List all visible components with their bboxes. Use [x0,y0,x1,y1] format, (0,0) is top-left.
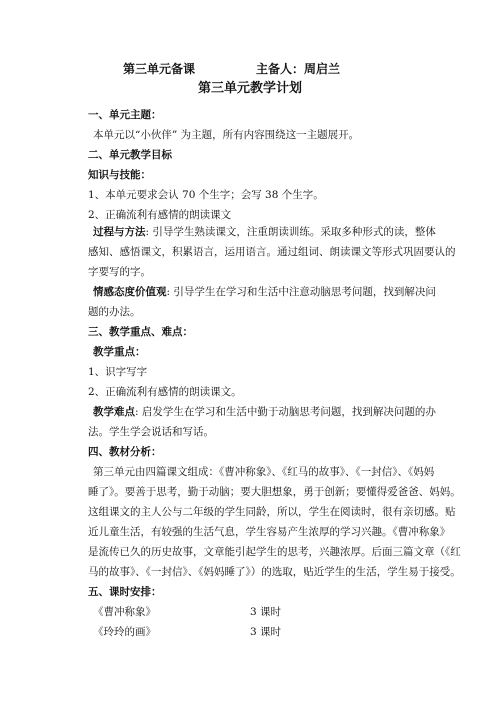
difficulty-line-2: 法。学生学会说话和写话。 [88,426,214,438]
attitude-paragraph-line [93,285,436,299]
attitude-line-2: 题的办法。 [88,306,141,318]
method-label: 过程与方法 [93,226,146,238]
section-heading-goals: 二、单元教学目标 [88,149,172,161]
method-line-3: 字要写的字。 [88,266,151,278]
key-item-2: 2、正确流利有感情的朗读课文。 [88,386,242,398]
section-heading-theme: 一、单元主题： [88,109,162,121]
subheading-knowledge: 知识与技能： [88,169,151,181]
analysis-line-5: 是流传已久的历史故事，文章能引起学生的思考，兴趣浓厚。后面三篇文章（《红 [88,546,461,558]
key-item-1: 1、识字写字 [88,366,148,378]
goal-item-1: 1、本单元要求会认 70 个生字；会写 38 个生字。 [88,189,324,201]
key-label: 教学重点： [93,346,146,358]
difficulty-paragraph-line [93,405,436,419]
attitude-label: 情感态度价值观 [93,286,167,298]
page-title: 第三单元教学计划 [197,81,302,96]
preparer-header: 主备人：周启兰 [256,62,341,76]
analysis-line-6: 马的故事》、《一封信》、《妈妈睡了》）的选取，贴近学生的生活，学生易于接受。 [88,566,461,578]
analysis-line-2: 睡了》。要善于思考，勤于动脑；要大胆想象，勇于创新；要懂得爱爸爸、妈妈。 [88,486,461,498]
attitude-text: : 引导学生在学习和生活中注意动脑思考问题，找到解决问 [166,286,436,298]
schedule-hours-1: 3 课时 [250,606,282,618]
analysis-line-3: 这组课文的主人公与二年级的学生同龄，所以，学生在阅读时，很有亲切感。贴 [88,506,456,518]
goal-item-2: 2、正确流利有感情的朗读课文 [88,209,232,221]
method-line-2: 感知、感悟课文，积累语言，运用语言。通过组词、朗读课文等形式巩固要认的 [88,246,456,258]
method-text: : 引导学生熟读课文，注重朗读训练。采取多种形式的读，整体 [145,226,436,238]
schedule-hours-2: 3 课时 [250,626,282,638]
unit-header: 第三单元备课 [123,62,196,76]
section-heading-schedule: 五、课时安排： [88,586,162,598]
analysis-line-1: 第三单元由四篇课文组成：《曹冲称象》、《红马的故事》、《一封信》、《妈妈 [93,466,435,478]
schedule-lesson-2: 《玲玲的画》 [93,626,156,638]
method-paragraph-line [93,225,436,239]
schedule-lesson-1: 《曹冲称象》 [93,606,156,618]
difficulty-label: 教学难点 [93,406,135,418]
theme-text: 本单元以“小伙伴” 为主题，所有内容围绕这一主题展开。 [93,129,360,141]
section-heading-analysis: 四、教材分析： [88,446,162,458]
analysis-line-4: 近儿童生活，有较强的生活气息，学生容易产生浓厚的学习兴趣。《曹冲称象》 [88,526,451,538]
difficulty-text: : 启发学生在学习和生活中勤于动脑思考问题，找到解决问题的办 [135,406,436,418]
section-heading-keypoints: 三、教学重点、难点： [88,326,193,338]
